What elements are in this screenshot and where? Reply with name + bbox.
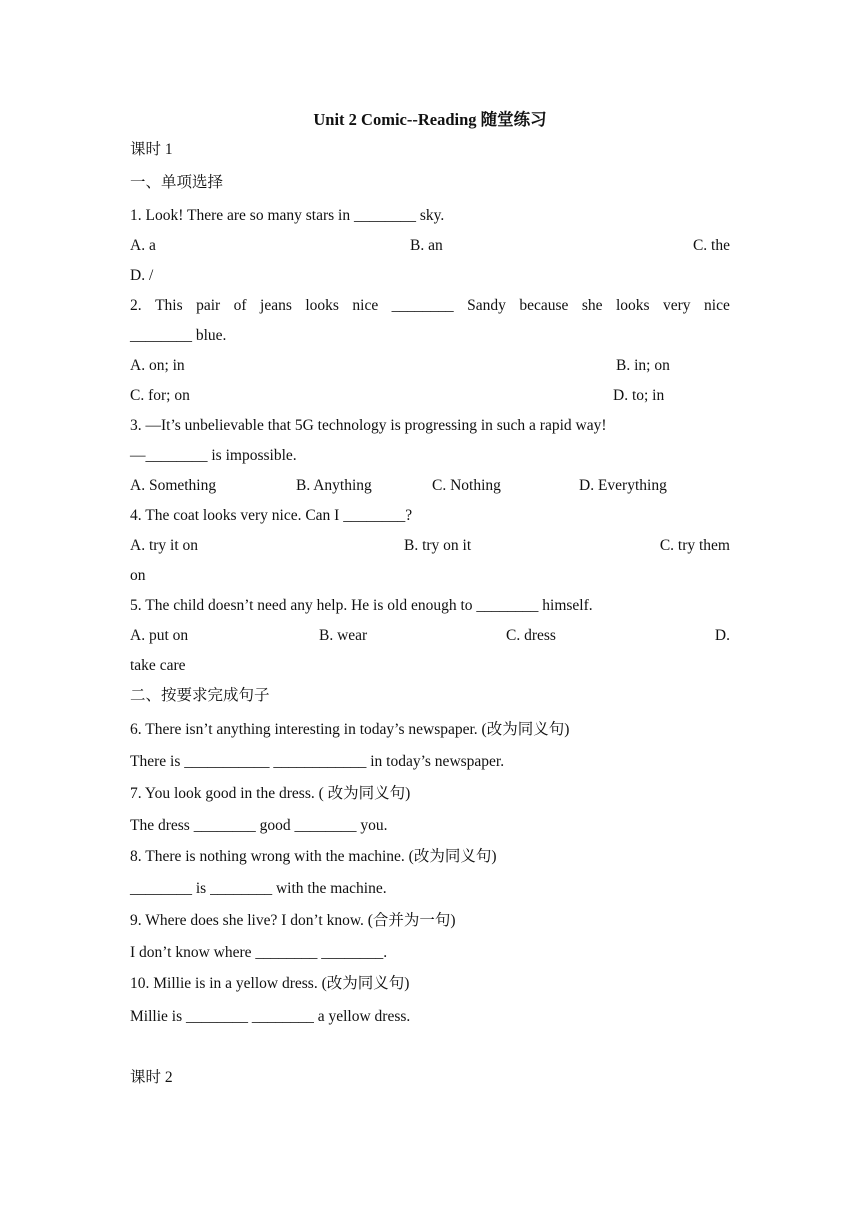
question-1-stem: 1. Look! There are so many stars in ________ sky. <box>130 207 445 224</box>
q2-word: because <box>519 297 569 314</box>
question-5-stem: 5. The child doesn’t need any help. He is old enough to ________ himself. <box>130 597 593 614</box>
q2-word: This <box>155 297 183 314</box>
question-3-stem: 3. —It’s unbelievable that 5G technology is progressing in such a rapid way! <box>130 417 607 434</box>
q3-option-b: B. Anything <box>296 477 372 494</box>
q5-option-d: D. <box>714 627 730 644</box>
section-1-heading: 一、单项选择 <box>130 174 224 191</box>
q2-option-a: A. on; in <box>130 357 185 374</box>
question-9-answer: I don’t know where ________ ________. <box>130 944 388 961</box>
question-8-stem: 8. There is nothing wrong with the machine. (改为同义句) <box>130 848 497 865</box>
q1-option-b: B. an <box>410 237 443 254</box>
section-2-heading: 二、按要求完成句子 <box>130 687 270 704</box>
q3-option-d: D. Everything <box>579 477 667 494</box>
q2-word: looks <box>305 297 339 314</box>
question-8-answer: ________ is ________ with the machine. <box>130 880 387 897</box>
q1-option-d: D. / <box>130 267 154 284</box>
question-10-answer: Millie is ________ ________ a yellow dress. <box>130 1008 411 1025</box>
page-title: Unit 2 Comic--Reading 随堂练习 <box>313 110 547 129</box>
question-7-answer: The dress ________ good ________ you. <box>130 817 388 834</box>
q3-option-c: C. Nothing <box>432 477 501 494</box>
question-6-answer: There is ___________ ____________ in today’s newspaper. <box>130 753 505 770</box>
q2-word: nice <box>704 297 730 314</box>
q4-option-b: B. try on it <box>404 537 472 554</box>
lesson-1-heading: 课时 1 <box>130 141 173 158</box>
question-2-stem <box>130 296 730 316</box>
q4-option-c: C. try them <box>659 537 730 554</box>
question-7-stem: 7. You look good in the dress. ( 改为同义句) <box>130 785 411 802</box>
q5-option-a: A. put on <box>130 627 189 644</box>
q5-option-b: B. wear <box>319 627 368 644</box>
q5-option-c: C. dress <box>506 627 556 644</box>
q2-word: pair <box>196 297 221 314</box>
q2-blank: ________ <box>391 297 454 314</box>
q5-option-d-continued: take care <box>130 657 186 674</box>
q4-option-a: A. try it on <box>130 537 199 554</box>
lesson-2-heading: 课时 2 <box>130 1069 173 1086</box>
q2-word: jeans <box>260 297 292 314</box>
q2-option-b: B. in; on <box>616 357 670 374</box>
q2-word: of <box>233 297 247 314</box>
q3-option-a: A. Something <box>130 477 217 494</box>
q2-word: she <box>581 297 603 314</box>
question-6-stem: 6. There isn’t anything interesting in today’s newspaper. (改为同义句) <box>130 721 570 738</box>
question-2-stem-continued: ________ blue. <box>130 327 227 344</box>
question-3-reply: —________ is impossible. <box>130 447 297 464</box>
q2-word: nice <box>352 297 379 314</box>
question-9-stem: 9. Where does she live? I don’t know. (合并为一句) <box>130 912 456 929</box>
question-4-stem: 4. The coat looks very nice. Can I ________? <box>130 507 413 524</box>
q4-option-c-continued: on <box>130 567 146 584</box>
q1-option-a: A. a <box>130 237 156 254</box>
question-10-stem: 10. Millie is in a yellow dress. (改为同义句) <box>130 975 410 992</box>
q2-word: Sandy <box>467 297 506 314</box>
q2-option-d: D. to; in <box>613 387 665 404</box>
q2-word: looks <box>615 297 650 314</box>
q2-word: very <box>663 297 691 314</box>
q1-option-c: C. the <box>692 237 730 254</box>
q2-word: 2. <box>130 297 142 314</box>
q2-option-c: C. for; on <box>130 387 190 404</box>
